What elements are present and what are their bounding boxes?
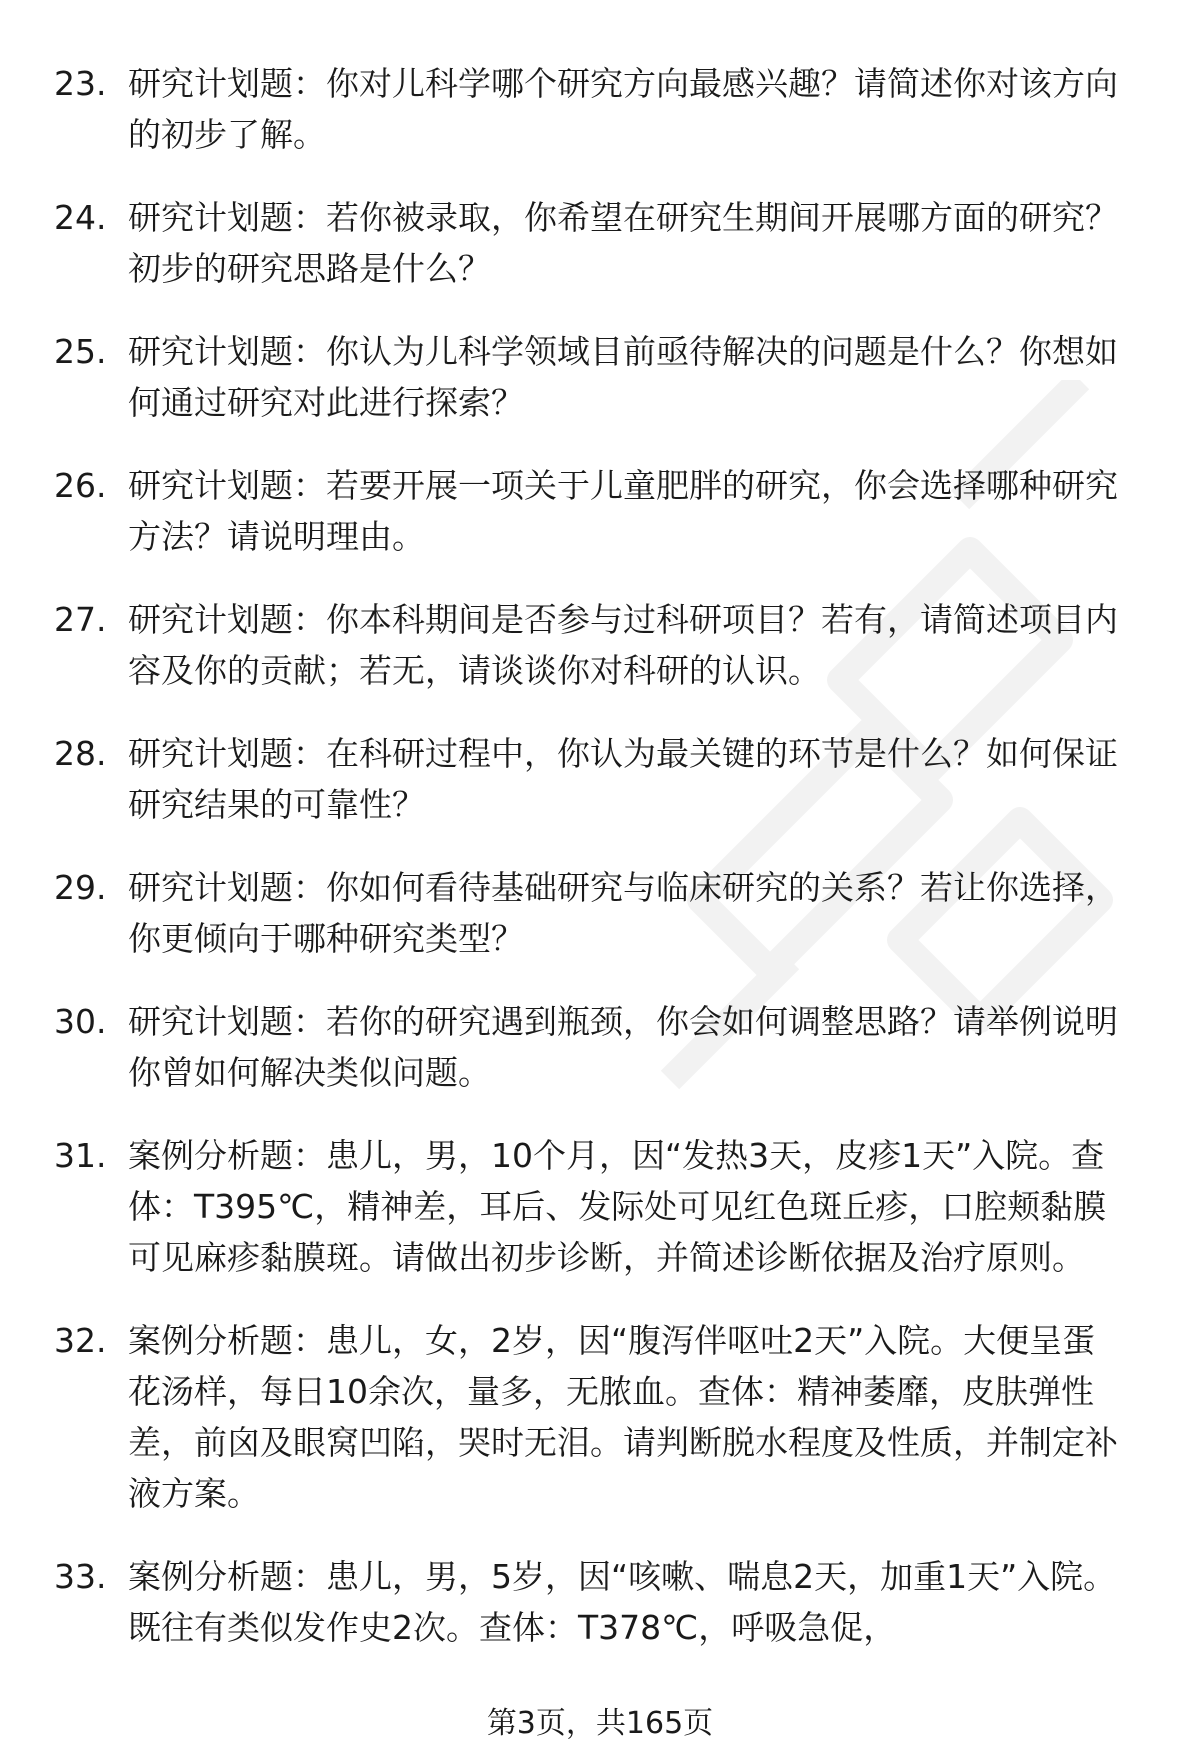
question-list <box>54 58 1154 1685</box>
question-number: 29. <box>54 868 107 907</box>
question-text: 案例分析题：患儿，男，5岁，因“咳嗽、喘息2天，加重1天”入院。既往有类似发作史2次。查体：T378℃，呼吸急促， <box>128 1557 1117 1647</box>
question-item-24 <box>54 192 1154 294</box>
question-item-25 <box>54 326 1154 428</box>
question-item-30 <box>54 996 1154 1098</box>
question-number: 32. <box>54 1321 107 1360</box>
question-text: 研究计划题：若你被录取，你希望在研究生期间开展哪方面的研究？初步的研究思路是什么？ <box>128 198 1118 288</box>
question-text: 研究计划题：若你的研究遇到瓶颈，你会如何调整思路？请举例说明你曾如何解决类似问题。 <box>128 1002 1118 1092</box>
question-item-23 <box>54 58 1154 160</box>
question-text: 研究计划题：你认为儿科学领域目前亟待解决的问题是什么？你想如何通过研究对此进行探索？ <box>128 332 1118 422</box>
question-item-33 <box>54 1551 1154 1653</box>
question-item-27 <box>54 594 1154 696</box>
question-text: 案例分析题：患儿，男，10个月，因“发热3天，皮疹1天”入院。查体：T395℃，精神差，耳后、发际处可见红色斑丘疹，口腔颊黏膜可见麻疹黏膜斑。请做出初步诊断，并简述诊断依据及治疗原则。 <box>128 1136 1107 1277</box>
question-number: 33. <box>54 1557 107 1596</box>
question-number: 24. <box>54 198 107 237</box>
question-item-26 <box>54 460 1154 562</box>
question-text: 研究计划题：若要开展一项关于儿童肥胖的研究，你会选择哪种研究方法？请说明理由。 <box>128 466 1118 556</box>
question-text: 研究计划题：你如何看待基础研究与临床研究的关系？若让你选择，你更倾向于哪种研究类型？ <box>128 868 1118 958</box>
question-text: 案例分析题：患儿，女，2岁，因“腹泻伴呕吐2天”入院。大便呈蛋花汤样，每日10余次，量多，无脓血。查体：精神萎靡，皮肤弹性差，前囟及眼窝凹陷，哭时无泪。请判断脱水程度及性质，并制定补液方案。 <box>128 1321 1118 1513</box>
question-item-29 <box>54 862 1154 964</box>
question-text: 研究计划题：在科研过程中，你认为最关键的环节是什么？如何保证研究结果的可靠性？ <box>128 734 1118 824</box>
question-number: 31. <box>54 1136 107 1175</box>
question-item-31 <box>54 1130 1154 1283</box>
question-item-32 <box>54 1315 1154 1519</box>
question-number: 27. <box>54 600 107 639</box>
question-number: 25. <box>54 332 107 371</box>
question-number: 28. <box>54 734 107 773</box>
question-number: 26. <box>54 466 107 505</box>
question-number: 30. <box>54 1002 107 1041</box>
page-footer <box>0 1704 1200 1744</box>
question-number: 23. <box>54 64 107 103</box>
question-text: 研究计划题：你本科期间是否参与过科研项目？若有，请简述项目内容及你的贡献；若无，请谈谈你对科研的认识。 <box>128 600 1118 690</box>
page-number-label: 第3页，共165页 <box>486 1706 714 1741</box>
question-text: 研究计划题：你对儿科学哪个研究方向最感兴趣？请简述你对该方向的初步了解。 <box>128 64 1118 154</box>
question-item-28 <box>54 728 1154 830</box>
